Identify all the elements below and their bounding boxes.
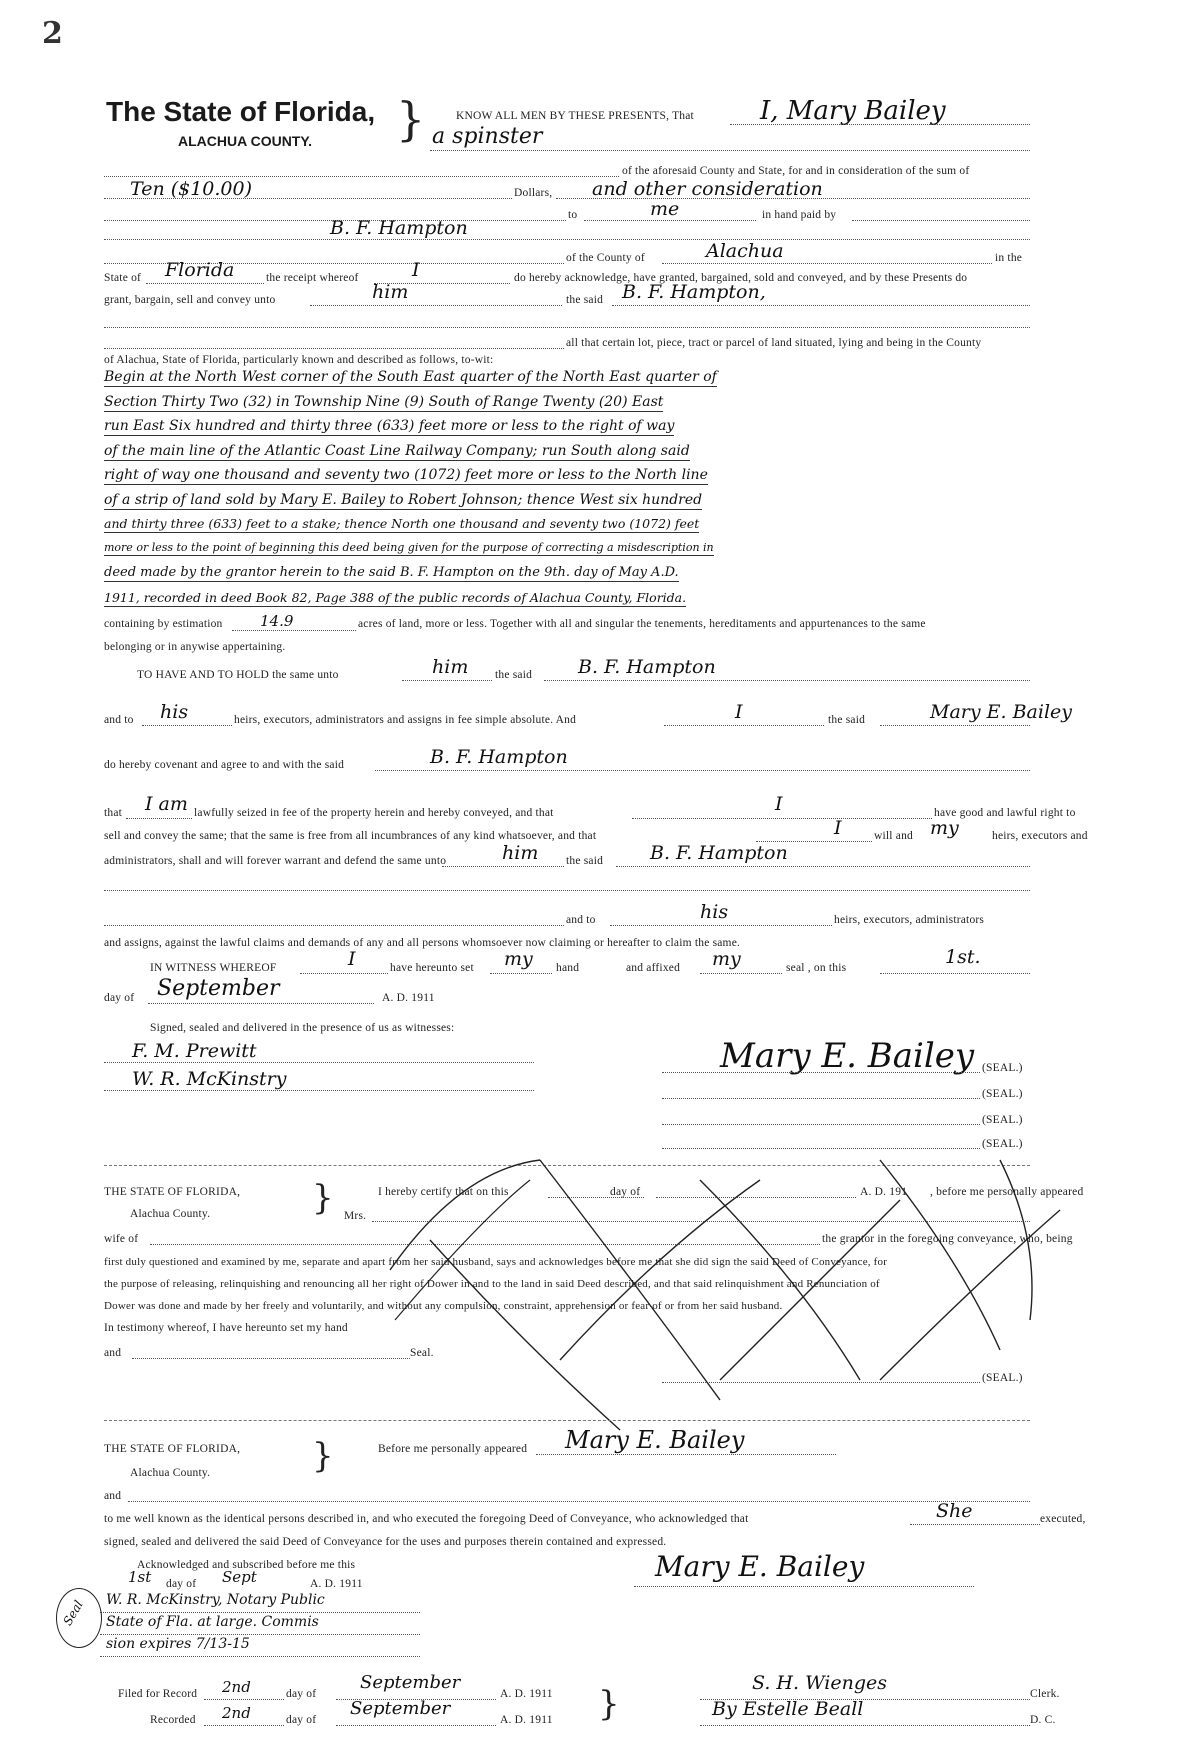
legal-line-3: run East Six hundred and thirty three (633) feet more or less to the right of way (104, 418, 675, 434)
legal-line-10: 1911, recorded in deed Book 82, Page 388 of the public records of Alachua County, Florida. (104, 590, 687, 605)
witness-2: W. R. McKinstry (132, 1068, 287, 1090)
to-text: to (568, 209, 578, 221)
heirs-text: heirs, executors, administrators and assigns in fee simple absolute. And (234, 714, 577, 726)
lawfully-text: lawfully seized in fee of the property herein and hereby conveyed, and that (194, 807, 554, 819)
seal-4: (SEAL.) (982, 1138, 1023, 1150)
have-hereunto-text: have hereunto set (390, 962, 474, 974)
rec-ad: A. D. 1911 (500, 1714, 553, 1726)
county-name: Alachua (706, 240, 784, 262)
to-me: me (650, 198, 680, 220)
and-i: I (735, 701, 743, 723)
dower-grantor-in: the grantor in the foregoing conveyance, who, being (822, 1233, 1073, 1245)
will-and-text: will and (874, 830, 913, 842)
to-have-him: him (432, 656, 469, 678)
grant-bargain-text: grant, bargain, sell and convey unto (104, 294, 276, 306)
rec-day: 2nd (222, 1704, 251, 1722)
do-hereby-text: do hereby acknowledge, have granted, bargained, sold and conveyed, and by these Presents do (514, 272, 968, 284)
dower-purpose: the purpose of releasing, relinquishing and renouncing all her right of Dower in and to the land in said Deed described, and that said relinquishment and Renunciation of (104, 1278, 880, 1290)
page-number: 2 (42, 16, 63, 51)
receipt-i: I (412, 259, 420, 281)
rec-day-of: day of (286, 1714, 317, 1726)
lawfully-i: I (775, 793, 783, 815)
and-affixed-text: and affixed (626, 962, 681, 974)
acres-text: acres of land, more or less. Together with all and singular the tenements, hereditaments and appurtenances to the same (358, 618, 926, 630)
ack-county: Alachua County. (130, 1467, 211, 1479)
day-of-text: day of (104, 992, 135, 1004)
witness-my-2: my (712, 948, 741, 970)
ack-name: Mary E. Bailey (565, 1426, 745, 1454)
dower-first-duly: first duly questioned and examined by me, separate and apart from her said husband, says and acknowledges before me that she did sign the said Deed of Conveyance, for (104, 1256, 888, 1268)
notary-line-2: State of Fla. at large. Commis (106, 1614, 319, 1630)
acres-value: 14.9 (260, 612, 294, 630)
seal-1: (SEAL.) (982, 1062, 1023, 1074)
dc-label: D. C. (1030, 1714, 1056, 1726)
dower-brace: } (312, 1178, 334, 1218)
seal-2: (SEAL.) (982, 1088, 1023, 1100)
witness-i: I (348, 948, 356, 970)
ack-ad: A. D. 1911 (310, 1578, 363, 1590)
clerk-signature: S. H. Wienges (752, 1672, 887, 1694)
defend-grantee: B. F. Hampton (650, 842, 788, 864)
dower-certify: I hereby certify that on this (378, 1186, 509, 1198)
legal-line-2: Section Thirty Two (32) in Township Nine (9) South of Range Twenty (20) East (104, 394, 664, 410)
administrators-text: administrators, shall and will forever warrant and defend the same unto (104, 855, 447, 867)
witness-month: September (157, 976, 280, 1001)
dower-and: and (104, 1347, 122, 1359)
filed-month: September (360, 1672, 461, 1693)
rec-month: September (350, 1698, 451, 1719)
and-to-his-2: his (700, 901, 729, 923)
filed-ad: A. D. 1911 (500, 1688, 553, 1700)
covenant-text: do hereby covenant and agree to and with the said (104, 759, 345, 771)
dower-county: Alachua County. (130, 1208, 211, 1220)
header-brace: } (396, 92, 426, 146)
i-am: I am (145, 793, 188, 815)
ack-known: to me well known as the identical persons described in, and who executed the foregoing Deed of Conveyance, who acknowledged that (104, 1513, 749, 1525)
notary-line-3: sion expires 7/13-15 (106, 1636, 250, 1652)
the-said-text: the said (566, 294, 604, 306)
ack-she: She (936, 1500, 973, 1522)
habendum-grantor: Mary E. Bailey (930, 701, 1073, 723)
of-alachua-text: of Alachua, State of Florida, particularly known and described as follows, to-wit: (104, 354, 494, 366)
signed-sealed-text: Signed, sealed and delivered in the presence of us as witnesses: (150, 1022, 455, 1034)
state-name: Florida (165, 259, 235, 281)
sum-amount: Ten ($10.00) (130, 178, 253, 200)
dc-signature: By Estelle Beall (712, 1698, 864, 1720)
seal-3: (SEAL.) (982, 1114, 1023, 1126)
covenant-grantee: B. F. Hampton (430, 746, 568, 768)
filing-brace: } (598, 1684, 620, 1724)
state-of-text: State of (104, 272, 142, 284)
ack-acknowledged: Acknowledged and subscribed before me this (137, 1559, 356, 1571)
dower-testimony: In testimony whereof, I have hereunto set my hand (104, 1322, 348, 1334)
legal-line-5: right of way one thousand and seventy two (1072) feet more or less to the North line (104, 467, 708, 483)
that-text: that (104, 807, 123, 819)
dower-was: Dower was done and made by her freely and voluntarily, and without any compulsion, constraint, apprehension or fear of or from her said husband. (104, 1300, 783, 1312)
have-good-text: have good and lawful right to (934, 807, 1076, 819)
receipt-text: the receipt whereof (266, 272, 359, 284)
the-said-2: the said (828, 714, 866, 726)
ack-state: THE STATE OF FLORIDA, (104, 1443, 241, 1455)
ack-signature: Mary E. Bailey (655, 1550, 865, 1583)
ack-executed: executed, (1040, 1513, 1086, 1525)
ack-before: Before me personally appeared (378, 1443, 528, 1455)
assigns-text: and assigns, against the lawful claims and demands of any and all persons whomsoever now claiming or hereafter to claim the same. (104, 937, 741, 949)
in-hand-paid-text: in hand paid by (762, 209, 837, 221)
sell-convey-text: sell and convey the same; that the same is free from all incumbrances of any kind whatsoever, and that (104, 830, 597, 842)
witness-my: my (504, 948, 533, 970)
state-title: The State of Florida, (106, 96, 376, 127)
heirs-exec-2: heirs, executors, administrators (834, 914, 985, 926)
ack-month: Sept (222, 1568, 257, 1586)
seal-on-this-text: seal , on this (786, 962, 847, 974)
to-have-the-said: the said (495, 669, 533, 681)
dower-seal-end: (SEAL.) (982, 1372, 1023, 1384)
witness-1: F. M. Prewitt (132, 1040, 257, 1062)
legal-line-4: of the main line of the Atlantic Coast Line Railway Company; run South along said (104, 443, 690, 459)
heirs-exec-text: heirs, executors and (992, 830, 1088, 842)
in-the-text: in the (995, 252, 1023, 264)
containing-text: containing by estimation (104, 618, 223, 630)
to-have-grantee: B. F. Hampton (578, 656, 716, 678)
grantor-name: I, Mary Bailey (760, 96, 946, 126)
filed-day: 2nd (222, 1678, 251, 1696)
recorded-text: Recorded (150, 1714, 196, 1726)
know-all-text: KNOW ALL MEN BY THESE PRESENTS, That (456, 110, 694, 122)
legal-line-9: deed made by the grantor herein to the said B. F. Hampton on the 9th. day of May A.D. (104, 565, 679, 580)
belonging-text: belonging or in anywise appertaining. (104, 641, 286, 653)
will-my: my (930, 817, 959, 839)
ack-brace: } (312, 1436, 334, 1476)
grantee-name-2: B. F. Hampton, (622, 281, 766, 303)
dower-seal: Seal. (410, 1347, 434, 1359)
notary-line-1: W. R. McKinstry, Notary Public (106, 1592, 325, 1608)
dollars-text: Dollars, (514, 187, 553, 199)
dower-state: THE STATE OF FLORIDA, (104, 1186, 241, 1198)
legal-line-8: more or less to the point of beginning this deed being given for the purpose of correcting a misdescription in (104, 541, 714, 554)
dower-before: , before me personally appeared (930, 1186, 1084, 1198)
ack-day-of: day of (166, 1578, 197, 1590)
county-title: ALACHUA COUNTY. (178, 133, 313, 149)
filed-day-of: day of (286, 1688, 317, 1700)
in-witness-text: IN WITNESS WHEREOF (150, 962, 277, 974)
sell-i: I (834, 817, 842, 839)
notary-seal-text: Seal (60, 1598, 86, 1628)
ack-day: 1st (128, 1568, 152, 1586)
to-have-text: TO HAVE AND TO HOLD the same unto (137, 669, 339, 681)
defend-him: him (502, 842, 539, 864)
the-said-3: the said (566, 855, 604, 867)
legal-line-6: of a strip of land sold by Mary E. Bailey to Robert Johnson; thence West six hundred (104, 492, 703, 508)
of-county-text: of the County of (566, 252, 645, 264)
and-to-text: and to (104, 714, 134, 726)
legal-line-7: and thirty three (633) feet to a stake; thence North one thousand and seventy two (1072) feet (104, 516, 700, 531)
witness-day: 1st. (945, 946, 981, 968)
filed-text: Filed for Record (118, 1688, 198, 1700)
grantor-description: a spinster (432, 124, 543, 149)
dower-mrs: Mrs. (344, 1210, 367, 1222)
other-consideration: and other consideration (592, 178, 823, 200)
and-to-2: and to (566, 914, 596, 926)
all-that-text: all that certain lot, piece, tract or parcel of land situated, lying and being in the County (566, 337, 982, 349)
dower-ad: A. D. 191 (860, 1186, 908, 1198)
dower-wife-of: wife of (104, 1233, 139, 1245)
witness-ad: A. D. 1911 (382, 992, 435, 1004)
ack-signed: signed, sealed and delivered the said Deed of Conveyance for the uses and purposes therein contained and expressed. (104, 1536, 667, 1548)
ack-and: and (104, 1490, 122, 1502)
grantee-name: B. F. Hampton (330, 217, 468, 239)
dower-day-of: day of (610, 1186, 641, 1198)
clerk-label: Clerk. (1030, 1688, 1060, 1700)
grant-him: him (372, 281, 409, 303)
aforesaid-text: of the aforesaid County and State, for and in consideration of the sum of (622, 165, 970, 177)
hand-text: hand (556, 962, 580, 974)
and-to-his: his (160, 701, 189, 723)
grantor-signature: Mary E. Bailey (720, 1036, 975, 1076)
legal-line-1: Begin at the North West corner of the South East quarter of the North East quarter of (104, 369, 717, 385)
